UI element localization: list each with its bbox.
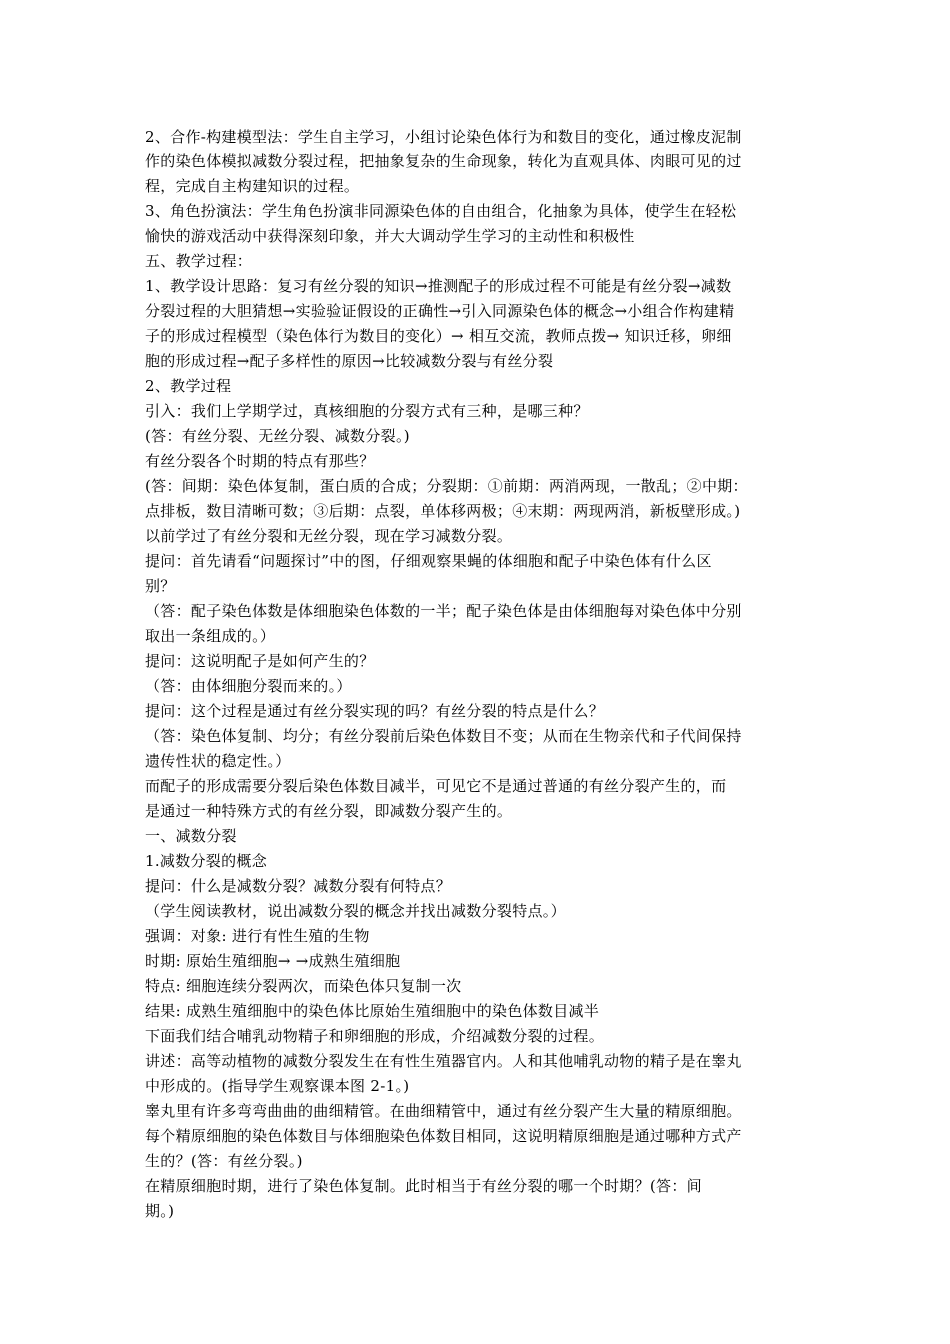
text-line: 下面我们结合哺乳动物精子和卵细胞的形成，介绍减数分裂的过程。 bbox=[145, 1027, 605, 1045]
text-line: 在精原细胞时期，进行了染色体复制。此时相当于有丝分裂的哪一个时期？(答：间 bbox=[145, 1177, 702, 1195]
text-line: 提问：什么是减数分裂？减数分裂有何特点？ bbox=[145, 877, 452, 895]
text-line: 提问：这个过程是通过有丝分裂实现的吗？有丝分裂的特点是什么？ bbox=[145, 702, 605, 720]
text-line: 程，完成自主构建知识的过程。 bbox=[145, 177, 360, 195]
text-line: 愉快的游戏活动中获得深刻印象，并大大调动学生学习的主动性和积极性 bbox=[145, 227, 635, 245]
text-line: 作的染色体模拟减数分裂过程，把抽象复杂的生命现象，转化为直观具体、肉眼可见的过 bbox=[145, 152, 742, 170]
text-line: 特点: 细胞连续分裂两次，而染色体只复制一次 bbox=[145, 977, 462, 995]
text-line: 3、角色扮演法：学生角色扮演非同源染色体的自由组合，化抽象为具体，使学生在轻松 bbox=[145, 202, 737, 220]
text-line: （学生阅读教材，说出减数分裂的概念并找出减数分裂特点。） bbox=[145, 902, 566, 920]
text-line: 引入：我们上学期学过，真核细胞的分裂方式有三种，是哪三种？ bbox=[145, 402, 589, 420]
text-line: 有丝分裂各个时期的特点有那些？ bbox=[145, 452, 375, 470]
text-line: （答：配子染色体数是体细胞染色体数的一半；配子染色体是由体细胞每对染色体中分别 bbox=[145, 602, 742, 620]
text-line: 提问：首先请看“问题探讨”中的图，仔细观察果蝇的体细胞和配子中染色体有什么区 bbox=[145, 552, 712, 570]
text-line: 结果: 成熟生殖细胞中的染色体比原始生殖细胞中的染色体数目减半 bbox=[145, 1002, 600, 1020]
text-line: （答：由体细胞分裂而来的。） bbox=[145, 677, 352, 695]
text-line: 强调：对象: 进行有性生殖的生物 bbox=[145, 927, 370, 945]
text-line: 2、合作-构建模型法：学生自主学习，小组讨论染色体行为和数目的变化，通过橡皮泥制 bbox=[145, 128, 742, 146]
text-line: 生的？(答：有丝分裂。) bbox=[145, 1152, 303, 1170]
text-line: 讲述：高等动植物的减数分裂发生在有性生殖器官内。人和其他哺乳动物的精子是在睾丸 bbox=[145, 1052, 742, 1070]
text-line: (答：间期：染色体复制，蛋白质的合成；分裂期：①前期：两消两现，一散乱；②中期： bbox=[145, 477, 748, 495]
section-heading: 1.减数分裂的概念 bbox=[145, 852, 268, 870]
text-line: 是通过一种特殊方式的有丝分裂，即减数分裂产生的。 bbox=[145, 802, 513, 820]
text-line: 期。) bbox=[145, 1202, 175, 1220]
text-line: 分裂过程的大胆猜想→实验验证假设的正确性→引入同源染色体的概念→小组合作构建精 bbox=[145, 302, 735, 320]
section-heading: 五、教学过程： bbox=[145, 252, 253, 270]
text-line: 1、教学设计思路：复习有丝分裂的知识→推测配子的形成过程不可能是有丝分裂→减数 bbox=[145, 277, 732, 295]
text-line: 而配子的形成需要分裂后染色体数目减半，可见它不是通过普通的有丝分裂产生的，而 bbox=[145, 777, 727, 795]
text-line: 以前学过了有丝分裂和无丝分裂，现在学习减数分裂。 bbox=[145, 527, 513, 545]
text-line: 子的形成过程模型（染色体行为数目的变化）→ 相互交流，教师点拨→ 知识迁移，卵细 bbox=[145, 327, 732, 345]
text-line: 别？ bbox=[145, 577, 176, 595]
text-line: 睾丸里有许多弯弯曲曲的曲细精管。在曲细精管中，通过有丝分裂产生大量的精原细胞。 bbox=[145, 1102, 742, 1120]
section-heading: 一、减数分裂 bbox=[145, 827, 237, 845]
section-heading: 2、教学过程 bbox=[145, 377, 232, 395]
text-line: （答：染色体复制、均分；有丝分裂前后染色体数目不变；从而在生物亲代和子代间保持 bbox=[145, 727, 742, 745]
text-line: 中形成的。(指导学生观察课本图 2-1。) bbox=[145, 1077, 410, 1095]
text-line: (答：有丝分裂、无丝分裂、减数分裂。) bbox=[145, 427, 410, 445]
text-line: 每个精原细胞的染色体数目与体细胞染色体数目相同，这说明精原细胞是通过哪种方式产 bbox=[145, 1127, 742, 1145]
text-line: 时期: 原始生殖细胞→ →成熟生殖细胞 bbox=[145, 952, 401, 970]
text-line: 点排板，数目清晰可数；③后期：点裂，单体移两极；④末期：两现两消，新板壁形成。) bbox=[145, 502, 741, 520]
text-line: 胞的形成过程→配子多样性的原因→比较减数分裂与有丝分裂 bbox=[145, 352, 554, 370]
text-line: 提问：这说明配子是如何产生的？ bbox=[145, 652, 375, 670]
text-line: 遗传性状的稳定性。） bbox=[145, 752, 291, 770]
text-line: 取出一条组成的。） bbox=[145, 627, 276, 645]
